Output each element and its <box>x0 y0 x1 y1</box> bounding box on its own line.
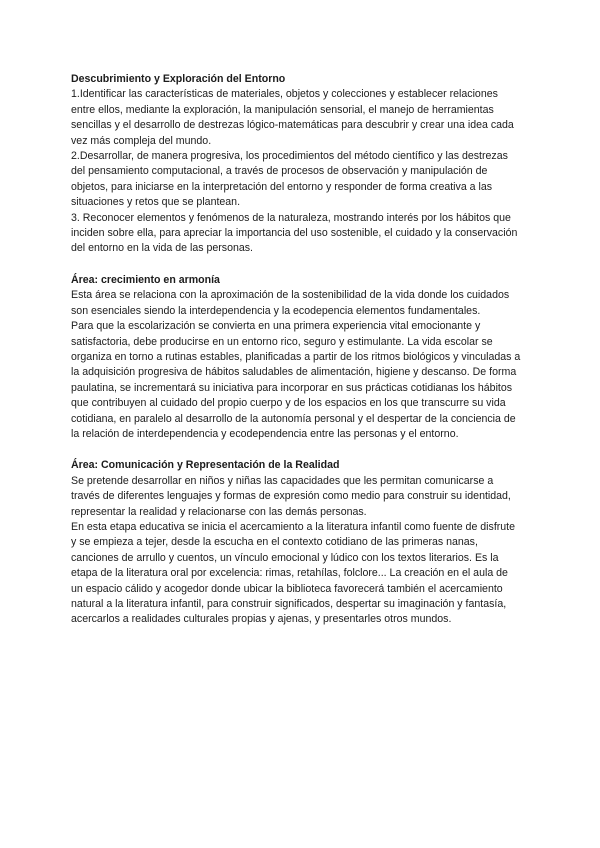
paragraph: 1.Identificar las características de materiales, objetos y colecciones y establecer relaciones entre ellos, mediante la exploración, la manipulación sensorial, el manejo de herramientas sencillas y el desarrollo de destrezas lógico-matemáticas para descubrir y crear una idea cada vez más compleja del mundo. <box>71 88 514 147</box>
paragraph: Para que la escolarización se convierta en una primera experiencia vital emocionante y satisfactoria, debe producirse en un entorno rico, seguro y estimulante. La vida escolar se organiza en torno a rutinas estables, planificadas a partir de los ritmos biológicos y vinculadas a la adquisición progresiva de hábitos saludables de alimentación, higiene y descanso. De forma paulatina, se incrementará su iniciativa para incorporar en sus prácticas cotidianas los hábitos que contribuyen al cuidado del propio cuerpo y de los espacios en los que transcurre su vida cotidiana, en paralelo al desarrollo de la autonomía personal y el despertar de la conciencia de la relación de interdependencia y ecodependencia entre las personas y el entorno. <box>71 320 521 440</box>
paragraph: Esta área se relaciona con la aproximación de la sostenibilidad de la vida donde los cuidados son esenciales siendo la interdependencia y la ecodepencia elementos fundamentales. <box>71 289 510 317</box>
paragraph: 3. Reconocer elementos y fenómenos de la naturaleza, mostrando interés por los hábitos que inciden sobre ella, para apreciar la importancia del uso sostenible, el cuidado y la conservación del entorno en la vida de las personas. <box>71 211 518 255</box>
section-comunicacion <box>71 458 521 627</box>
section-descubrimiento <box>71 72 521 257</box>
document-page <box>71 72 521 644</box>
section-heading: Descubrimiento y Exploración del Entorno <box>71 73 286 85</box>
paragraph: En esta etapa educativa se inicia el acercamiento a la literatura infantil como fuente de disfrute y se empieza a tejer, desde la escucha en el contexto cotidiano de las primeras nanas, canciones de arrullo y cuentos, un vínculo emocional y lúdico con los textos literarios. Es la etapa de la literatura oral por excelencia: rimas, retahílas, folclore... La creación en el aula de un espacio cálido y acogedor donde ubicar la biblioteca favorecerá también el acercamiento natural a la literatura infantil, para construir significados, despertar su imaginación y fantasía, acercarlos a realidades culturales propias y ajenas, y presentarles otros mundos. <box>71 520 516 626</box>
section-heading: Área: crecimiento en armonía <box>71 273 220 286</box>
paragraph: Se pretende desarrollar en niños y niñas las capacidades que les permitan comunicarse a través de diferentes lenguajes y formas de expresión como medio para construir su identidad, representar la realidad y relacionarse con las demás personas. <box>71 474 511 518</box>
section-heading: Área: Comunicación y Representación de la Realidad <box>71 459 340 472</box>
paragraph: 2.Desarrollar, de manera progresiva, los procedimientos del método científico y las destrezas del pensamiento computacional, a través de procesos de observación y manipulación de objetos, para iniciarse en la interpretación del entorno y responder de forma creativa a las situaciones y retos que se plantean. <box>71 150 508 209</box>
section-crecimiento <box>71 273 521 442</box>
